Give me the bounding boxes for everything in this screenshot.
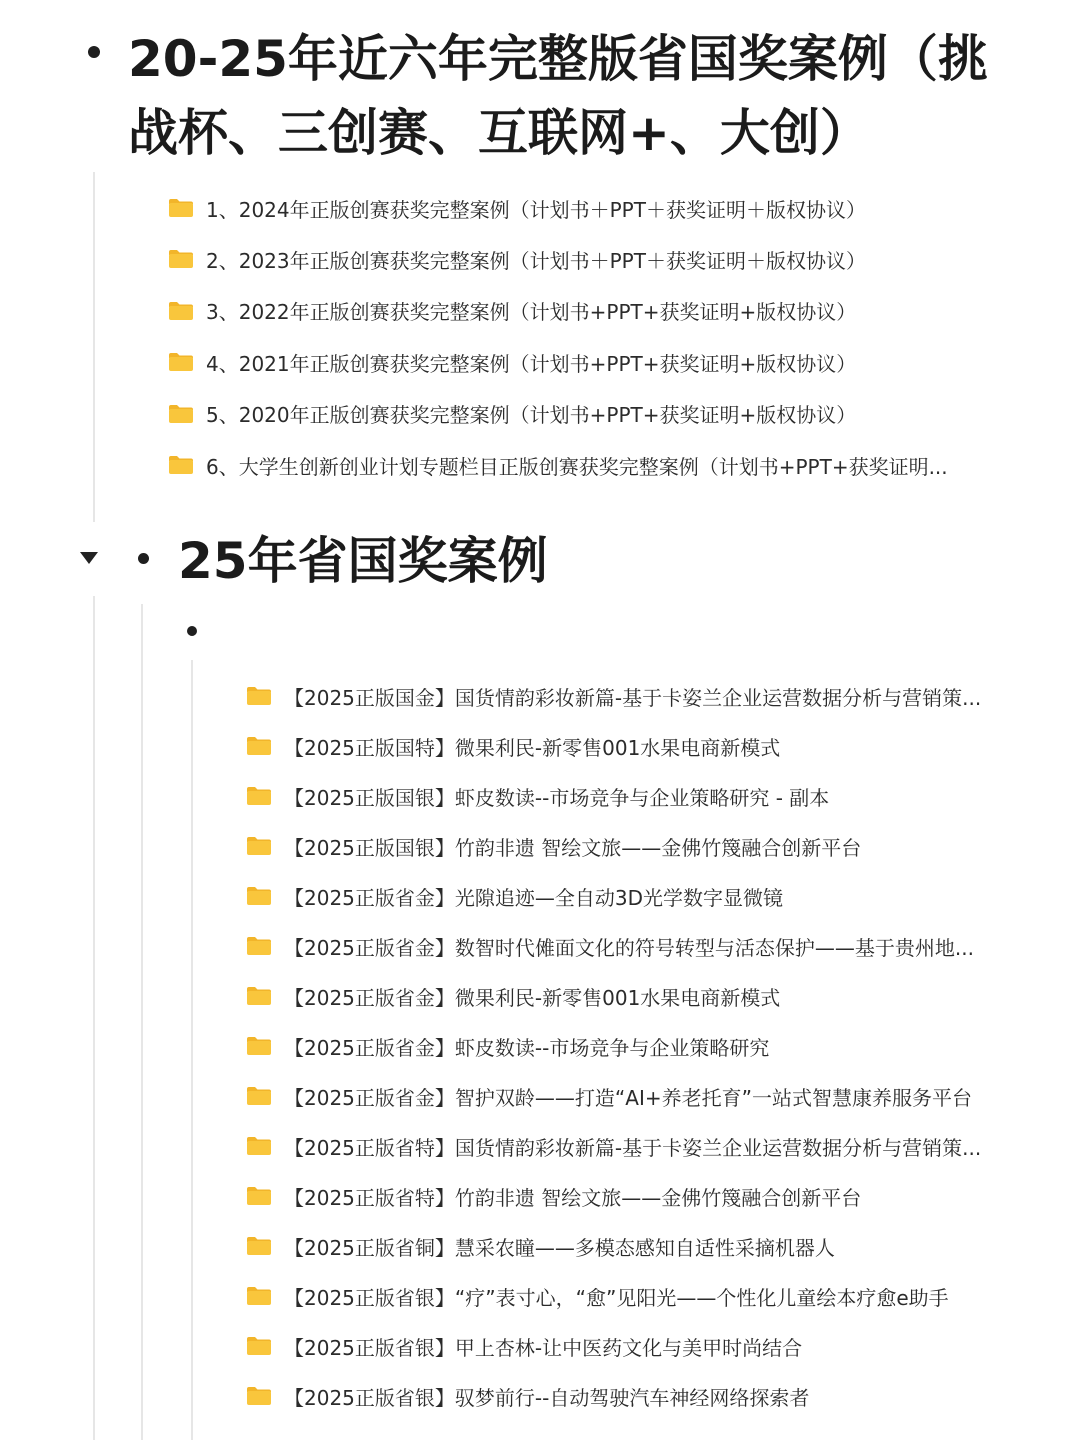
folder-label: 【2025正版省金】智护双龄——打造“AI+养老托育”一站式智慧康养服务平台 xyxy=(284,1085,972,1110)
folder-icon xyxy=(246,1186,272,1206)
folder-item[interactable] xyxy=(168,344,856,380)
folder-label: 3、2022年正版创赛获奖完整案例（计划书+PPT+获奖证明+版权协议） xyxy=(206,300,857,325)
folder-item[interactable] xyxy=(246,1228,835,1264)
folder-icon xyxy=(168,301,194,321)
folder-item[interactable] xyxy=(246,1178,861,1214)
outline-guide-line xyxy=(191,660,193,1440)
folder-item[interactable] xyxy=(246,1128,981,1164)
folder-icon xyxy=(168,404,194,424)
folder-icon xyxy=(246,1336,272,1356)
folder-label: 【2025正版省银】驭梦前行--自动驾驶汽车神经网络探索者 xyxy=(284,1385,810,1410)
folder-label: 【2025正版省特】竹韵非遗 智绘文旅——金佛竹篾融合创新平台 xyxy=(284,1185,862,1210)
folder-icon xyxy=(246,1236,272,1256)
folder-icon xyxy=(168,352,194,372)
folder-item[interactable] xyxy=(246,1078,972,1114)
folder-icon xyxy=(246,936,272,956)
folder-item[interactable] xyxy=(246,1028,769,1064)
folder-label: 【2025正版省银】甲上杏林-让中医药文化与美甲时尚结合 xyxy=(284,1335,803,1360)
folder-icon xyxy=(246,786,272,806)
folder-item[interactable] xyxy=(246,878,783,914)
outline-guide-line xyxy=(141,604,143,1440)
folder-icon xyxy=(246,1086,272,1106)
folder-icon xyxy=(168,249,194,269)
folder-label: 【2025正版国特】微果利民-新零售001水果电商新模式 xyxy=(284,735,781,760)
folder-label: 【2025正版省特】国货情韵彩妆新篇-基于卡姿兰企业运营数据分析与营销策... xyxy=(284,1135,982,1160)
section-2-heading xyxy=(80,526,980,596)
section-1-title: 20-25年近六年完整版省国奖案例（挑战杯、三创赛、互联网+、大创） xyxy=(128,30,988,162)
folder-item[interactable] xyxy=(246,678,981,714)
collapse-caret-icon[interactable] xyxy=(80,552,98,564)
bullet-icon xyxy=(88,46,100,58)
folder-label: 【2025正版省铜】慧采农瞳——多模态感知自适性采摘机器人 xyxy=(284,1235,835,1260)
folder-label: 【2025正版省银】“疗”表寸心，“愈”见阳光——个性化儿童绘本疗愈e助手 xyxy=(284,1285,949,1310)
folder-icon xyxy=(168,198,194,218)
outline-guide-line xyxy=(93,172,95,522)
folder-item[interactable] xyxy=(168,293,856,329)
folder-icon xyxy=(246,1386,272,1406)
folder-item[interactable] xyxy=(246,828,861,864)
section-2-title: 25年省国奖案例 xyxy=(178,532,548,590)
folder-item[interactable] xyxy=(246,1378,809,1414)
folder-item[interactable] xyxy=(246,928,974,964)
folder-label: 6、大学生创新创业计划专题栏目正版创赛获奖完整案例（计划书+PPT+获奖证明... xyxy=(206,454,948,479)
outline-guide-line xyxy=(93,596,95,1440)
folder-item[interactable] xyxy=(168,396,856,432)
folder-icon xyxy=(246,686,272,706)
folder-item[interactable] xyxy=(168,190,866,226)
folder-label: 4、2021年正版创赛获奖完整案例（计划书+PPT+获奖证明+版权协议） xyxy=(206,351,857,376)
folder-item[interactable] xyxy=(168,241,866,277)
folder-label: 1、2024年正版创赛获奖完整案例（计划书＋PPT＋获奖证明＋版权协议） xyxy=(206,197,866,222)
folder-label: 【2025正版国银】虾皮数读--市场竞争与企业策略研究 - 副本 xyxy=(284,785,830,810)
folder-label: 【2025正版国金】国货情韵彩妆新篇-基于卡姿兰企业运营数据分析与营销策... xyxy=(284,685,982,710)
folder-icon xyxy=(246,736,272,756)
folder-icon xyxy=(246,1036,272,1056)
folder-icon xyxy=(246,986,272,1006)
folder-icon xyxy=(246,886,272,906)
folder-item[interactable] xyxy=(246,978,780,1014)
empty-bullet-icon xyxy=(187,626,197,636)
folder-icon xyxy=(168,455,194,475)
folder-item[interactable] xyxy=(246,1328,802,1364)
folder-label: 【2025正版省金】数智时代傩面文化的符号转型与活态保护——基于贵州地... xyxy=(284,935,974,960)
folder-label: 2、2023年正版创赛获奖完整案例（计划书＋PPT＋获奖证明＋版权协议） xyxy=(206,248,866,273)
folder-label: 【2025正版省金】虾皮数读--市场竞争与企业策略研究 xyxy=(284,1035,770,1060)
folder-item[interactable] xyxy=(246,1278,949,1314)
folder-label: 【2025正版省金】微果利民-新零售001水果电商新模式 xyxy=(284,985,781,1010)
folder-label: 5、2020年正版创赛获奖完整案例（计划书+PPT+获奖证明+版权协议） xyxy=(206,403,857,428)
folder-item[interactable] xyxy=(246,778,829,814)
folder-icon xyxy=(246,1286,272,1306)
folder-item[interactable] xyxy=(246,728,780,764)
folder-icon xyxy=(246,836,272,856)
folder-label: 【2025正版省金】光隙追迹—全自动3D光学数字显微镜 xyxy=(284,885,784,910)
folder-label: 【2025正版国银】竹韵非遗 智绘文旅——金佛竹篾融合创新平台 xyxy=(284,835,862,860)
folder-icon xyxy=(246,1136,272,1156)
folder-item[interactable] xyxy=(168,447,948,483)
bullet-icon xyxy=(138,553,149,564)
